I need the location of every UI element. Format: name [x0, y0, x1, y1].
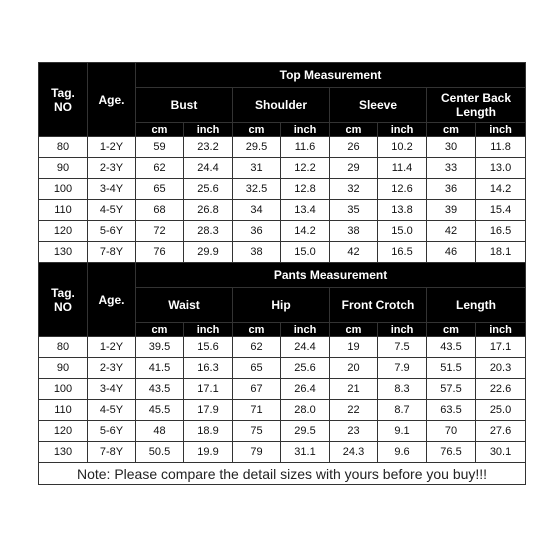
value-cell: 20.3: [476, 358, 526, 379]
value-cell: 45.5: [136, 400, 184, 421]
value-cell: 26.4: [281, 379, 330, 400]
value-cell: 32: [330, 179, 378, 200]
value-cell: 15.0: [281, 242, 330, 263]
top-table-row: [39, 158, 526, 179]
pants-unit-cm: cm: [233, 323, 281, 337]
value-cell: 26: [330, 137, 378, 158]
value-cell: 7.5: [378, 337, 427, 358]
pants-unit-inch: inch: [476, 323, 526, 337]
value-cell: 28.0: [281, 400, 330, 421]
value-cell: 11.8: [476, 137, 526, 158]
value-cell: 39: [427, 200, 476, 221]
pants-unit-inch: inch: [378, 323, 427, 337]
top-table-row: [39, 221, 526, 242]
value-cell: 25.6: [281, 358, 330, 379]
pants-unit-cm: cm: [427, 323, 476, 337]
value-cell: 11.4: [378, 158, 427, 179]
top-table-row: [39, 242, 526, 263]
top-unit-cm: cm: [233, 123, 281, 137]
value-cell: 20: [330, 358, 378, 379]
top-unit-inch: inch: [281, 123, 330, 137]
value-cell: 23: [330, 421, 378, 442]
pants-column-header: Length: [427, 288, 526, 323]
age-cell: 5-6Y: [88, 221, 136, 242]
top-unit-inch: inch: [378, 123, 427, 137]
age-cell: 3-4Y: [88, 379, 136, 400]
value-cell: 22.6: [476, 379, 526, 400]
value-cell: 62: [136, 158, 184, 179]
pants-unit-inch: inch: [281, 323, 330, 337]
age-cell: 5-6Y: [88, 421, 136, 442]
note-row: [39, 463, 526, 485]
pants-unit-cm: cm: [330, 323, 378, 337]
tag-cell: 90: [39, 158, 88, 179]
value-cell: 25.0: [476, 400, 526, 421]
value-cell: 17.1: [476, 337, 526, 358]
value-cell: 79: [233, 442, 281, 463]
value-cell: 34: [233, 200, 281, 221]
tag-cell: 120: [39, 421, 88, 442]
top-column-header: Bust: [136, 88, 233, 123]
top-tag-header: Tag. NO: [39, 63, 88, 137]
value-cell: 11.6: [281, 137, 330, 158]
tag-cell: 80: [39, 337, 88, 358]
tag-cell: 110: [39, 200, 88, 221]
pants-table-row: [39, 337, 526, 358]
value-cell: 33: [427, 158, 476, 179]
value-cell: 12.8: [281, 179, 330, 200]
value-cell: 17.9: [184, 400, 233, 421]
pants-table-row: [39, 358, 526, 379]
value-cell: 48: [136, 421, 184, 442]
value-cell: 32.5: [233, 179, 281, 200]
value-cell: 18.9: [184, 421, 233, 442]
value-cell: 17.1: [184, 379, 233, 400]
value-cell: 76: [136, 242, 184, 263]
value-cell: 50.5: [136, 442, 184, 463]
value-cell: 39.5: [136, 337, 184, 358]
top-section-title: Top Measurement: [136, 63, 526, 88]
value-cell: 7.9: [378, 358, 427, 379]
value-cell: 16.3: [184, 358, 233, 379]
value-cell: 23.2: [184, 137, 233, 158]
value-cell: 15.0: [378, 221, 427, 242]
value-cell: 29.5: [281, 421, 330, 442]
value-cell: 68: [136, 200, 184, 221]
top-table-row: [39, 137, 526, 158]
value-cell: 12.2: [281, 158, 330, 179]
value-cell: 38: [233, 242, 281, 263]
value-cell: 12.6: [378, 179, 427, 200]
value-cell: 19.9: [184, 442, 233, 463]
value-cell: 36: [427, 179, 476, 200]
age-cell: 3-4Y: [88, 179, 136, 200]
top-unit-inch: inch: [476, 123, 526, 137]
value-cell: 13.4: [281, 200, 330, 221]
size-table: [38, 62, 526, 485]
value-cell: 9.1: [378, 421, 427, 442]
value-cell: 65: [233, 358, 281, 379]
value-cell: 29: [330, 158, 378, 179]
top-table-row: [39, 179, 526, 200]
age-cell: 4-5Y: [88, 200, 136, 221]
size-chart: [38, 62, 525, 485]
value-cell: 21: [330, 379, 378, 400]
top-table-row: [39, 200, 526, 221]
note-text: Note: Please compare the detail sizes with yours before you buy!!!: [39, 463, 526, 485]
pants-table-row: [39, 379, 526, 400]
value-cell: 71: [233, 400, 281, 421]
value-cell: 13.0: [476, 158, 526, 179]
value-cell: 13.8: [378, 200, 427, 221]
top-age-header: Age.: [88, 63, 136, 137]
value-cell: 43.5: [427, 337, 476, 358]
pants-column-header: Waist: [136, 288, 233, 323]
top-unit-cm: cm: [136, 123, 184, 137]
value-cell: 31: [233, 158, 281, 179]
value-cell: 42: [427, 221, 476, 242]
pants-table-row: [39, 400, 526, 421]
value-cell: 75: [233, 421, 281, 442]
tag-cell: 110: [39, 400, 88, 421]
pants-tag-header: Tag. NO: [39, 263, 88, 337]
value-cell: 18.1: [476, 242, 526, 263]
top-column-header: Sleeve: [330, 88, 427, 123]
value-cell: 30: [427, 137, 476, 158]
tag-cell: 130: [39, 442, 88, 463]
pants-unit-cm: cm: [136, 323, 184, 337]
value-cell: 27.6: [476, 421, 526, 442]
value-cell: 15.4: [476, 200, 526, 221]
value-cell: 35: [330, 200, 378, 221]
top-unit-inch: inch: [184, 123, 233, 137]
value-cell: 24.4: [281, 337, 330, 358]
age-cell: 2-3Y: [88, 358, 136, 379]
tag-cell: 90: [39, 358, 88, 379]
pants-column-header: Hip: [233, 288, 330, 323]
value-cell: 25.6: [184, 179, 233, 200]
top-column-header: Shoulder: [233, 88, 330, 123]
tag-cell: 100: [39, 379, 88, 400]
value-cell: 67: [233, 379, 281, 400]
top-column-header: Center Back Length: [427, 88, 526, 123]
value-cell: 70: [427, 421, 476, 442]
value-cell: 10.2: [378, 137, 427, 158]
pants-table-row: [39, 442, 526, 463]
value-cell: 76.5: [427, 442, 476, 463]
value-cell: 16.5: [476, 221, 526, 242]
value-cell: 59: [136, 137, 184, 158]
age-cell: 2-3Y: [88, 158, 136, 179]
pants-unit-inch: inch: [184, 323, 233, 337]
age-cell: 1-2Y: [88, 337, 136, 358]
value-cell: 51.5: [427, 358, 476, 379]
value-cell: 14.2: [281, 221, 330, 242]
value-cell: 31.1: [281, 442, 330, 463]
value-cell: 8.7: [378, 400, 427, 421]
age-cell: 4-5Y: [88, 400, 136, 421]
value-cell: 43.5: [136, 379, 184, 400]
top-unit-cm: cm: [427, 123, 476, 137]
pants-section-header-row: [39, 263, 526, 288]
value-cell: 24.3: [330, 442, 378, 463]
value-cell: 65: [136, 179, 184, 200]
value-cell: 26.8: [184, 200, 233, 221]
value-cell: 72: [136, 221, 184, 242]
value-cell: 19: [330, 337, 378, 358]
tag-cell: 130: [39, 242, 88, 263]
value-cell: 41.5: [136, 358, 184, 379]
age-cell: 1-2Y: [88, 137, 136, 158]
value-cell: 62: [233, 337, 281, 358]
value-cell: 29.9: [184, 242, 233, 263]
tag-cell: 80: [39, 137, 88, 158]
value-cell: 9.6: [378, 442, 427, 463]
value-cell: 29.5: [233, 137, 281, 158]
age-cell: 7-8Y: [88, 442, 136, 463]
value-cell: 57.5: [427, 379, 476, 400]
value-cell: 8.3: [378, 379, 427, 400]
pants-age-header: Age.: [88, 263, 136, 337]
value-cell: 36: [233, 221, 281, 242]
pants-column-header: Front Crotch: [330, 288, 427, 323]
age-cell: 7-8Y: [88, 242, 136, 263]
tag-cell: 120: [39, 221, 88, 242]
value-cell: 38: [330, 221, 378, 242]
pants-section-title: Pants Measurement: [136, 263, 526, 288]
value-cell: 22: [330, 400, 378, 421]
value-cell: 16.5: [378, 242, 427, 263]
value-cell: 15.6: [184, 337, 233, 358]
value-cell: 63.5: [427, 400, 476, 421]
pants-table-row: [39, 421, 526, 442]
value-cell: 28.3: [184, 221, 233, 242]
top-unit-cm: cm: [330, 123, 378, 137]
top-section-header-row: [39, 63, 526, 88]
value-cell: 14.2: [476, 179, 526, 200]
value-cell: 24.4: [184, 158, 233, 179]
value-cell: 46: [427, 242, 476, 263]
value-cell: 30.1: [476, 442, 526, 463]
tag-cell: 100: [39, 179, 88, 200]
value-cell: 42: [330, 242, 378, 263]
